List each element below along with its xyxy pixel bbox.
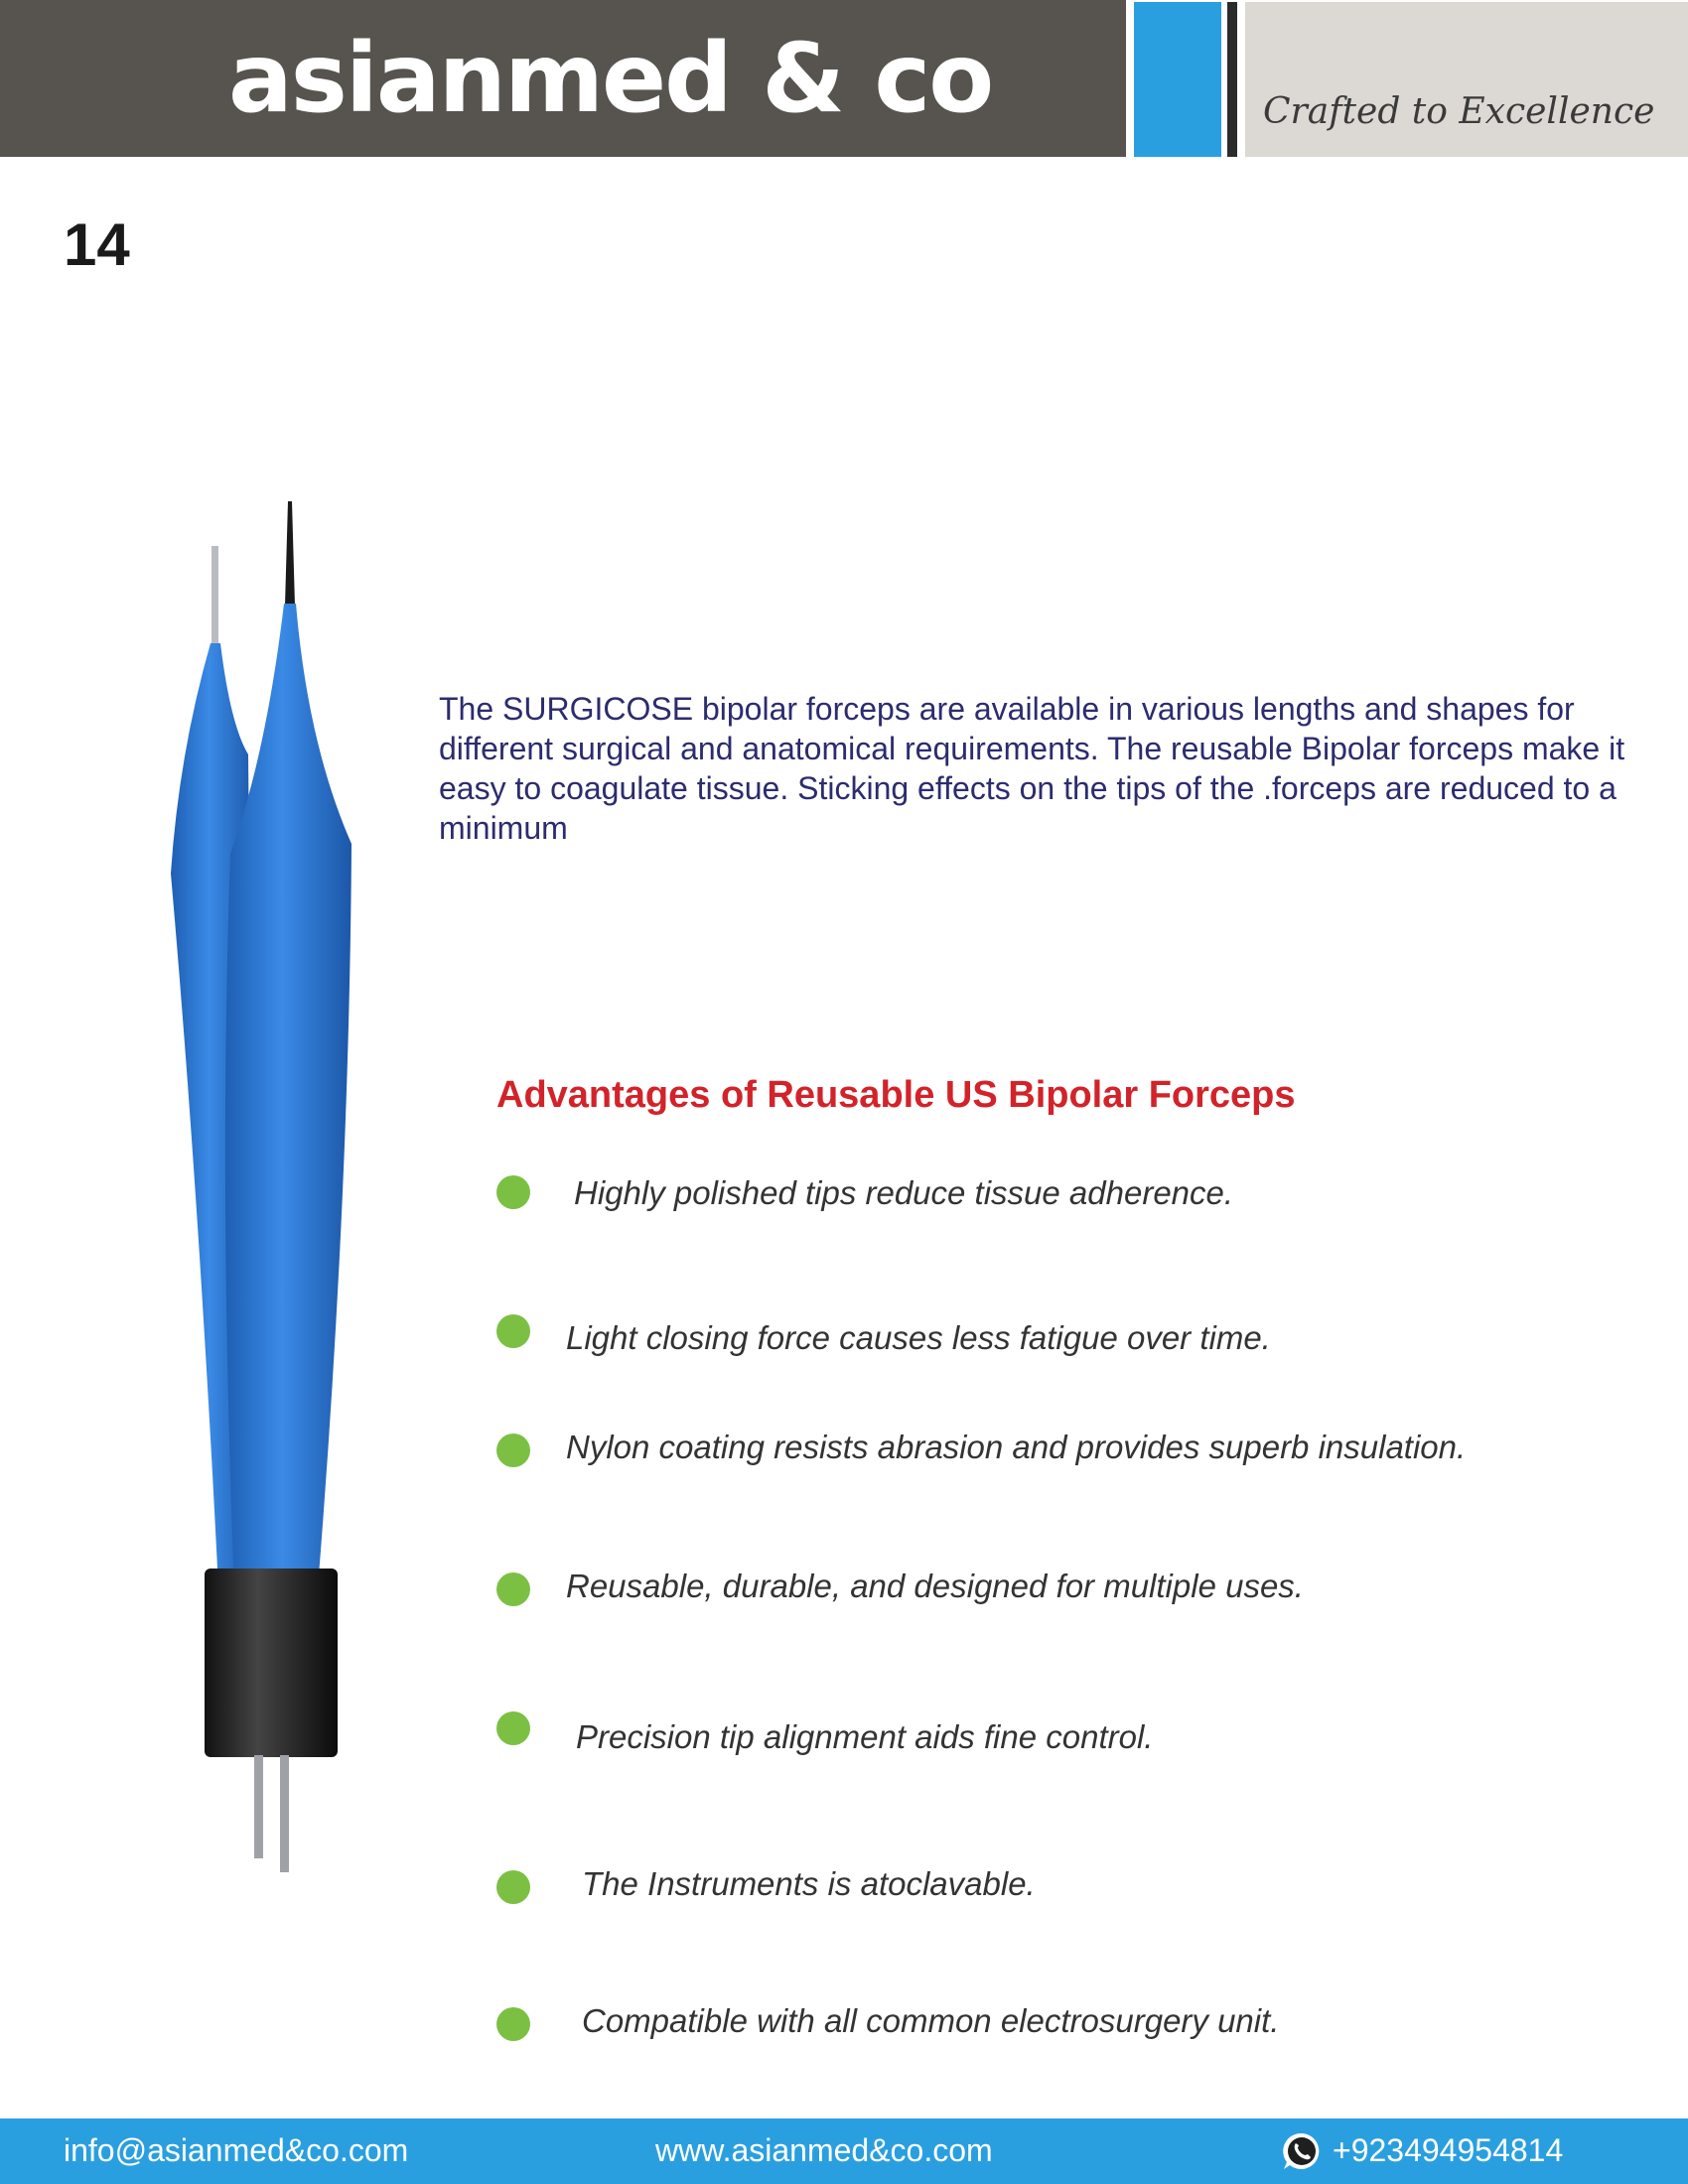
whatsapp-icon (1281, 2130, 1323, 2172)
advantage-text: Highly polished tips reduce tissue adherence. (574, 1174, 1234, 1211)
bullet-dot-icon (496, 1572, 530, 1606)
header-blue-stripe (1134, 2, 1221, 157)
list-item (496, 1711, 1589, 1755)
list-item (496, 1175, 1589, 1219)
product-description: The SURGICOSE bipolar forceps are available in various lengths and shapes for different surgical and anatomical requirements. The reusable Bipolar forceps make it easy to coagulate tissue. Sticking effects on the tips of the .forceps are reduced to a minimum (439, 691, 1625, 846)
tagline-signature: Crafted to Excellence (1263, 91, 1655, 132)
page-footer (0, 2118, 1688, 2184)
advantage-text: Compatible with all common electrosurgery unit. (582, 2002, 1280, 2039)
advantages-title: Advantages of Reusable US Bipolar Forceps (496, 1074, 1296, 1116)
list-item (496, 1865, 1589, 1914)
bullet-dot-icon (496, 1870, 530, 1904)
bipolar-forceps-image (139, 496, 377, 1876)
advantage-text: Nylon coating resists abrasion and provides superb insulation. (566, 1429, 1467, 1465)
page-number: 14 (64, 211, 130, 278)
advantage-text: Light closing force causes less fatigue over time. (566, 1319, 1271, 1356)
bullet-dot-icon (496, 1433, 530, 1467)
list-item (496, 1568, 1589, 1616)
list-item (496, 1429, 1589, 1477)
page-header (0, 0, 1688, 159)
advantage-text: The Instruments is atoclavable. (582, 1865, 1036, 1902)
advantage-text: Reusable, durable, and designed for multiple uses. (566, 1568, 1304, 1604)
header-black-stripe (1227, 2, 1237, 157)
bullet-dot-icon (496, 1175, 530, 1209)
brand-logo: asianmed & co (228, 23, 993, 134)
advantage-text: Precision tip alignment aids fine control. (576, 1718, 1154, 1755)
footer-email[interactable]: info@asianmed&co.com (64, 2132, 409, 2168)
bullet-dot-icon (496, 1314, 530, 1348)
bullet-dot-icon (496, 2007, 530, 2041)
footer-website[interactable]: www.asianmed&co.com (655, 2132, 993, 2168)
list-item (496, 1314, 1589, 1358)
bullet-dot-icon (496, 1711, 530, 1745)
footer-phone[interactable]: +923494954814 (1333, 2132, 1564, 2168)
list-item (496, 2002, 1589, 2051)
